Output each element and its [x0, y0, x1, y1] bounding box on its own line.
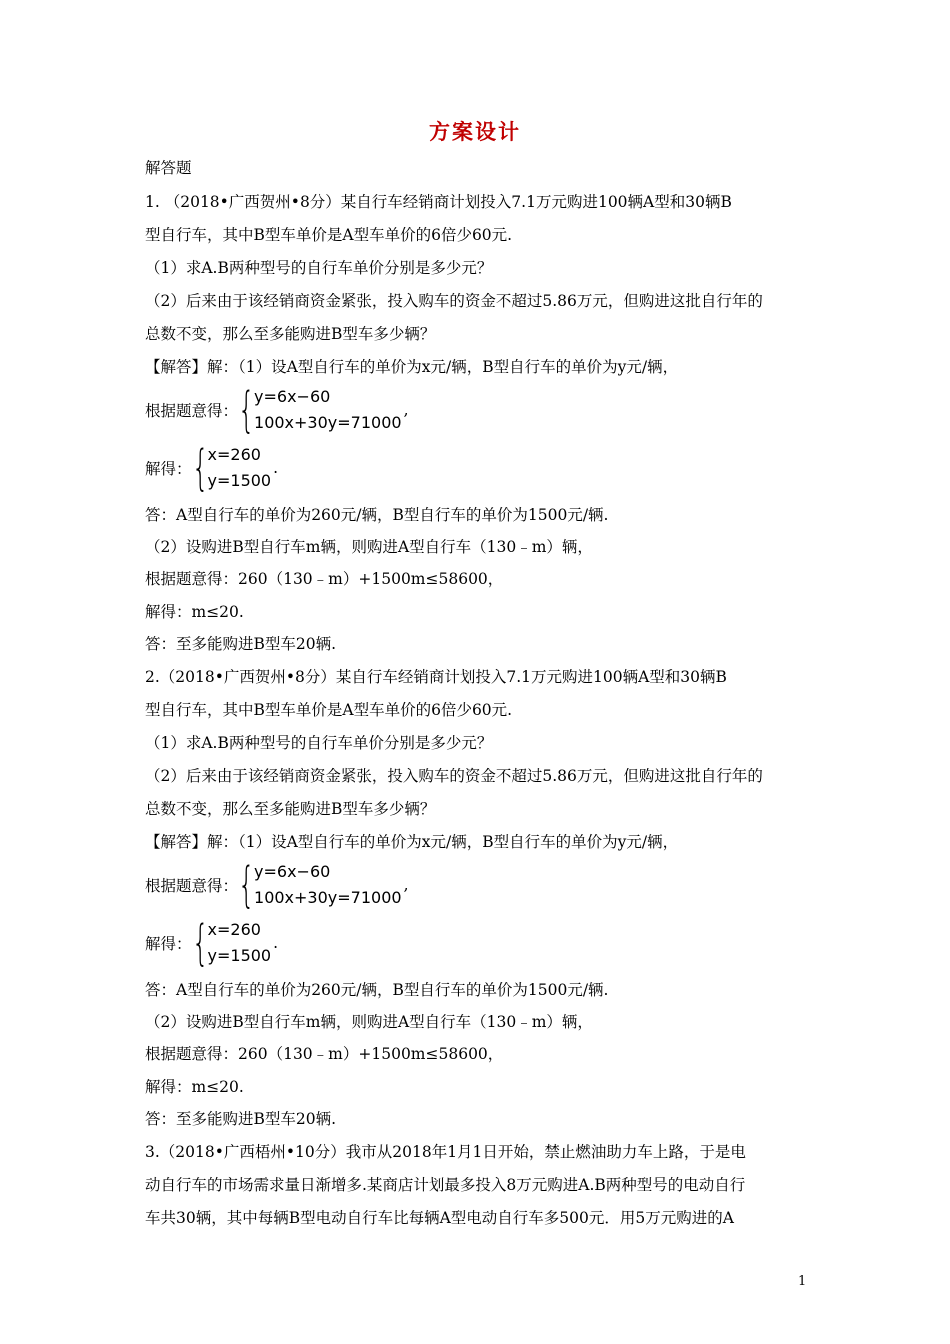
p3-question-line-2: 动自行车的市场需求量日渐增多.某商店计划最多投入8万元购进A.B两种型号的电动自行 — [145, 1176, 746, 1194]
p2-question-line-4: （2）后来由于该经销商资金紧张，投入购车的资金不超过5.86万元，但购进这批自行年的 — [145, 767, 763, 785]
p2-answer-line-2: 答：A型自行车的单价为260元/辆，B型自行车的单价为1500元/辆. — [145, 981, 609, 999]
p1-equation-1: y=6x−60 — [254, 387, 331, 406]
p1-answer-line-3: （2）设购进B型自行车m辆，则购进A型自行车（130﹣m）辆， — [145, 538, 593, 556]
p1-solution-equations — [208, 442, 272, 494]
p1-question-line-2: 型自行车，其中B型车单价是A型车单价的6倍少60元. — [145, 226, 513, 244]
section-heading: 解答题 — [145, 159, 192, 177]
brace-glyph: { — [238, 382, 255, 438]
p2-equation-system — [145, 859, 409, 911]
p3-question-line-1: 3.（2018•广西梧州•10分）我市从2018年1月1日开始，禁止燃油助力车上路，于是电 — [145, 1143, 746, 1161]
p1-question-line-4: （2）后来由于该经销商资金紧张，投入购车的资金不超过5.86万元，但购进这批自行年的 — [145, 292, 763, 310]
p2-solution-equations — [208, 917, 272, 969]
brace-glyph: { — [191, 440, 209, 496]
p2-system-tail: , — [403, 876, 409, 894]
p2-answer-line-3: （2）设购进B型自行车m辆，则购进A型自行车（130﹣m）辆， — [145, 1013, 593, 1031]
p2-question-line-5: 总数不变，那么至多能购进B型车多少辆？ — [145, 800, 436, 818]
p1-answer-line-6: 答：至多能购进B型车20辆. — [145, 635, 337, 653]
brace-glyph: { — [238, 857, 255, 913]
p1-answer-line-4: 根据题意得：260（130﹣m）+1500m≤58600， — [145, 570, 504, 588]
p2-question-line-2: 型自行车，其中B型车单价是A型车单价的6倍少60元. — [145, 701, 513, 719]
p2-answer-line-1: 【解答】解：（1）设A型自行车的单价为x元/辆，B型自行车的单价为y元/辆， — [145, 833, 679, 851]
p2-solution-1: x=260 — [207, 920, 261, 939]
p2-solution-tail: . — [273, 934, 279, 952]
p2-solution-system — [145, 917, 278, 969]
p3-question-line-3: 车共30辆，其中每辆B型电动自行车比每辆A型电动自行车多500元．用5万元购进的A — [145, 1209, 734, 1227]
p1-answer-line-2: 答：A型自行车的单价为260元/辆，B型自行车的单价为1500元/辆. — [145, 506, 609, 524]
p2-solution-2: y=1500 — [207, 946, 272, 965]
p1-answer-line-1: 【解答】解：（1）设A型自行车的单价为x元/辆，B型自行车的单价为y元/辆， — [145, 358, 679, 376]
p2-answer-line-6: 答：至多能购进B型车20辆. — [145, 1110, 337, 1128]
p1-system-label: 根据题意得： — [145, 402, 239, 420]
p2-solution-label: 解得： — [145, 935, 192, 953]
p2-system-equations — [254, 859, 402, 911]
page-title: 方案设计 — [429, 119, 521, 144]
p1-solution-tail: . — [273, 459, 279, 477]
p2-answer-line-5: 解得：m≤20. — [145, 1078, 244, 1096]
p1-equation-2: 100x+30y=71000 — [254, 413, 402, 432]
p1-solution-system — [145, 442, 278, 494]
p2-answer-line-4: 根据题意得：260（130﹣m）+1500m≤58600， — [145, 1045, 504, 1063]
p1-question-line-1: 1. （2018•广西贺州•8分）某自行车经销商计划投入7.1万元购进100辆A型和30辆B — [145, 193, 732, 211]
p2-equation-2: 100x+30y=71000 — [254, 888, 402, 907]
p1-solution-2: y=1500 — [207, 471, 272, 490]
page-number: 1 — [798, 1274, 807, 1289]
p2-question-line-3: （1）求A.B两种型号的自行车单价分别是多少元？ — [145, 734, 493, 752]
p1-question-line-5: 总数不变，那么至多能购进B型车多少辆？ — [145, 325, 436, 343]
p2-equation-1: y=6x−60 — [254, 862, 331, 881]
p2-system-label: 根据题意得： — [145, 877, 239, 895]
p2-question-line-1: 2.（2018•广西贺州•8分）某自行车经销商计划投入7.1万元购进100辆A型和30辆B — [145, 668, 727, 686]
p1-equation-system — [145, 384, 409, 436]
p1-system-tail: , — [403, 401, 409, 419]
p1-system-equations — [254, 384, 402, 436]
p1-answer-line-5: 解得：m≤20. — [145, 603, 244, 621]
p1-question-line-3: （1）求A.B两种型号的自行车单价分别是多少元？ — [145, 259, 493, 277]
p1-solution-label: 解得： — [145, 460, 192, 478]
brace-glyph: { — [191, 915, 209, 971]
p1-solution-1: x=260 — [207, 445, 261, 464]
